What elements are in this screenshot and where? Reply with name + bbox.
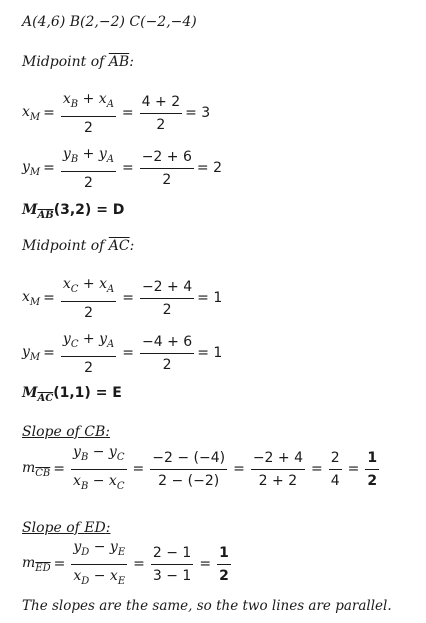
xm-ac-result: = 1 xyxy=(197,290,223,307)
midpoint-ab-heading xyxy=(22,54,134,70)
slope-cb-heading xyxy=(22,424,110,440)
xm-ac-lhs: $x_M$ xyxy=(22,289,41,308)
midpoint-ac-colon: : xyxy=(129,238,135,254)
ym-ab-fraction-numeric: $\frac{-2 + 6}{2}$ xyxy=(141,148,192,188)
ym-ac-result: = 1 xyxy=(197,345,223,362)
midpoint-ac-prefix: Midpoint of xyxy=(22,238,109,254)
xm-ab-lhs: $x_M$ xyxy=(22,104,41,123)
slope-cb-lhs: $m_{\overline{CB}}$ xyxy=(22,459,51,479)
slope-cb-prefix: Slope of xyxy=(22,424,85,440)
xm-ac-fraction-numeric: $\frac{-2 + 4}{2}$ xyxy=(141,278,193,318)
ym-ab-result: = 2 xyxy=(196,160,222,177)
slope-cb-fraction-simplified: $\frac{-2 + 4}{2 + 2}$ xyxy=(252,449,303,489)
slope-cb-fraction-subst: $\frac{-2 - (-4)}{2 - (-2)}$ xyxy=(152,449,226,489)
slope-ed-fraction-subst: $\frac{2 - 1}{3 - 1}$ xyxy=(152,544,192,584)
slope-cb-fraction-symbolic: $\frac{y_B - y_C}{x_B - x_C}$ xyxy=(73,444,125,492)
segment-ab: $\overline{AB}$ xyxy=(108,54,130,70)
xm-ac-fraction-symbolic: $\frac{x_C + x_A}{2}$ xyxy=(62,276,115,321)
xm-ab-result: = 3 xyxy=(185,105,211,122)
slope-cb-equation: $m_{\overline{CB}}$ = $\frac{y_B - y_C}{x_B - x_C}$ = $\frac{-2 - (-4)}{2 - (-2)}$ = $\frac{-2 + 4}{2 + 2}$ = $\frac{2}{4}$ = $\frac{1}{2}$ xyxy=(22,443,382,496)
segment-ac: $\overline{AC}$ xyxy=(108,238,130,254)
ym-ab-lhs: $y_M$ xyxy=(22,159,41,178)
ym-ab-equation: $y_M$ = $\frac{y_B + y_A}{2}$ = $\frac{-2 + 6}{2}$ = 2 xyxy=(22,146,222,191)
slope-ed-colon: : xyxy=(105,520,111,536)
midpoint-ab-prefix: Midpoint of xyxy=(22,54,109,70)
xm-ac-equation: $x_M$ = $\frac{x_C + x_A}{2}$ = $\frac{-2 + 4}{2}$ = 1 xyxy=(22,276,223,321)
slope-cb-result: $\frac{1}{2}$ xyxy=(367,449,378,489)
slope-ed-equation: $m_{\overline{ED}}$ = $\frac{y_D - y_E}{x_D - x_E}$ = $\frac{2 - 1}{3 - 1}$ = $\frac{1}{2}$ xyxy=(22,538,234,591)
midpoint-ab-colon: : xyxy=(129,54,134,70)
ym-ac-lhs: $y_M$ xyxy=(22,344,41,363)
slope-cb-colon: : xyxy=(105,424,110,440)
slope-ed-prefix: Slope of xyxy=(22,520,85,536)
xm-ab-equation: $x_M$ = $\frac{x_B + x_A}{2}$ = $\frac{4 + 2}{2}$ = 3 xyxy=(22,91,211,136)
slope-ed-heading xyxy=(22,520,110,536)
given-points: A(4,6) B(2,−2) C(−2,−4) xyxy=(22,14,197,30)
midpoint-ac-result: $M_{\overline{AC}}(1,1) = E$ xyxy=(22,385,122,404)
midpoint-ab-result: $M_{\overline{AB}}(3,2) = D$ xyxy=(22,202,125,221)
slope-ed-result: $\frac{1}{2}$ xyxy=(219,544,229,584)
slope-ed-fraction-symbolic: $\frac{y_D - y_E}{x_D - x_E}$ xyxy=(73,539,126,587)
ym-ac-fraction-symbolic: $\frac{y_C + y_A}{2}$ xyxy=(62,331,115,376)
xm-ab-fraction-numeric: $\frac{4 + 2}{2}$ xyxy=(141,93,181,133)
ym-ab-fraction-symbolic: $\frac{y_B + y_A}{2}$ xyxy=(62,146,114,191)
xm-ab-fraction-symbolic: $\frac{x_B + x_A}{2}$ xyxy=(62,91,114,136)
midpoint-ac-heading xyxy=(22,238,134,254)
ym-ac-fraction-numeric: $\frac{-4 + 6}{2}$ xyxy=(142,333,193,373)
slope-ed-lhs: $m_{\overline{ED}}$ xyxy=(22,554,51,574)
segment-ed: ED xyxy=(84,520,106,536)
segment-cb: CB xyxy=(84,424,106,440)
slope-cb-fraction-reduced: $\frac{2}{4}$ xyxy=(330,449,340,489)
ym-ac-equation: $y_M$ = $\frac{y_C + y_A}{2}$ = $\frac{-4 + 6}{2}$ = 1 xyxy=(22,331,223,376)
conclusion-text: The slopes are the same, so the two lines are parallel. xyxy=(22,598,392,614)
